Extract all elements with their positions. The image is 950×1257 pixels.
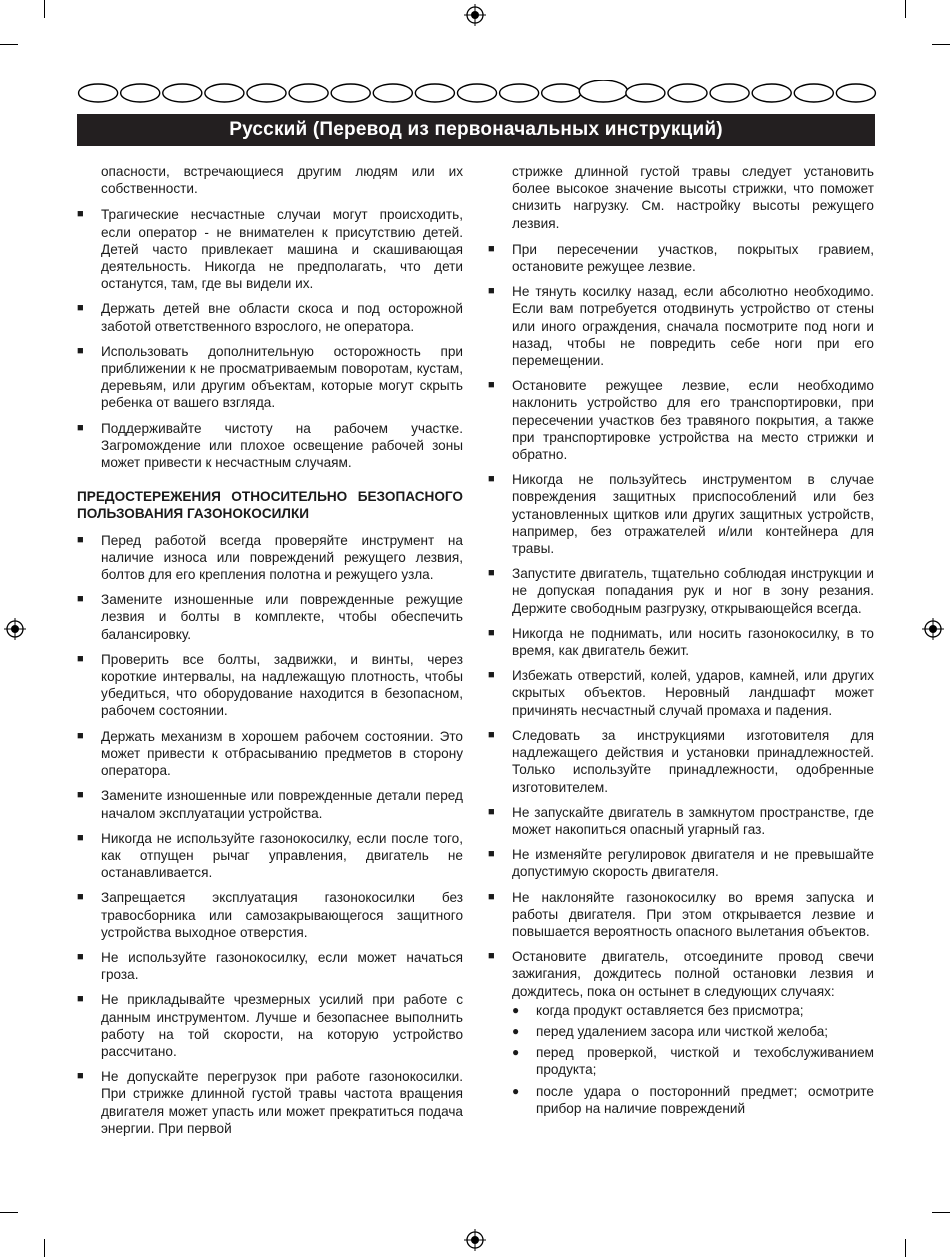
list-item: ■ Запрещается эксплуатация газонокосилки без травосборника или самозакрывающегося защитного устройства выходное отверстия. <box>77 890 463 940</box>
bullet-icon: ■ <box>77 950 84 963</box>
sub-list <box>512 1002 874 1117</box>
sub-list-item: ● когда продукт оставляется без присмотра; <box>512 1002 804 1018</box>
sub-list-item: ● перед проверкой, чисткой и техобслуживанием продукта; <box>512 1045 874 1078</box>
language-tab <box>752 84 791 102</box>
language-tab <box>247 84 286 102</box>
registration-mark-icon <box>922 618 944 640</box>
bullet-icon: ■ <box>488 379 495 392</box>
bullet-icon: ■ <box>488 567 495 580</box>
list-item: ■ Не допускайте перегрузок при работе газонокосилки. При стрижке длинной густой травы частота вращения двигателя может упасть или может прекратиться подача энергии. При первой <box>77 1069 463 1136</box>
dot-bullet-icon: ● <box>512 1083 520 1098</box>
list-item: ■ Замените изношенные или поврежденные режущие лезвия и болты в комплекте, чтобы обеспечить балансировку. <box>77 592 463 642</box>
bullet-icon: ■ <box>488 473 495 486</box>
list-item: ■ Замените изношенные или поврежденные детали перед началом эксплуатации устройства. <box>77 788 463 821</box>
language-tab <box>794 84 833 102</box>
language-tab <box>163 84 202 102</box>
bullet-icon: ■ <box>77 421 84 434</box>
list-item: ■ Не используйте газонокосилку, если может начаться гроза. <box>77 949 463 983</box>
bullet-icon: ■ <box>488 890 495 903</box>
bullet-icon: ■ <box>77 891 84 904</box>
registration-mark-icon <box>464 1229 486 1251</box>
list-item: ■ Не прикладывайте чрезмерных усилий при работе с данным инструментом. Лучше и безопаснее выполнить работу на той скорости, на которую устройство рассчитано. <box>77 992 463 1059</box>
list-item: ■ Перед работой всегда проверяйте инструмент на наличие износа или повреждений режущего лезвия, болтов для его крепления полотна и режущего узла. <box>77 532 463 583</box>
list-item: ■ Держать детей вне области скоса и под осторожной заботой ответственного взрослого, не оператора. <box>77 301 463 334</box>
dot-bullet-icon: ● <box>512 1002 520 1017</box>
right-column <box>488 163 874 1121</box>
dot-bullet-icon: ● <box>512 1045 520 1060</box>
bullet-icon: ■ <box>77 993 84 1006</box>
page-title-bar <box>77 114 875 146</box>
list-item: ■ Никогда не пользуйтесь инструментом в случае повреждения защитных приспособлений или без установленных щитков или других защитных устройств, например, без отражателей и/или контейнера для травы. <box>488 472 874 557</box>
bullet-icon: ■ <box>77 208 84 221</box>
language-tab <box>289 84 328 102</box>
list-item: ■ Никогда не используйте газонокосилку, если после того, как отпущен рычаг управления, двигатель не останавливается. <box>77 830 463 881</box>
list-item: ■ Никогда не поднимать, или носить газонокосилку, в то время, как двигатель бежит. <box>488 625 874 659</box>
language-tab <box>836 84 875 102</box>
crop-mark <box>905 1239 906 1257</box>
language-tab <box>500 84 539 102</box>
list-item: ■ Избежать отверстий, колей, ударов, камней, или других скрытых объектов. Неровный ландшафт может причинять несчастный случай промаха и падения. <box>488 668 874 718</box>
list-item: ■ Поддерживайте чистоту на рабочем участке. Загромождение или плохое освещение рабочей зоны может привести к несчастным случаям. <box>77 420 463 471</box>
crop-mark <box>0 44 18 45</box>
language-tab <box>457 84 496 102</box>
language-tabs <box>77 80 877 106</box>
list-item: ■ Остановите режущее лезвие, если необходимо наклонить устройство для его транспортировки, при пересечении участков без травяного покрытия, а также при транспортировке устройства на место стрижки и обратно. <box>488 378 874 463</box>
bullet-icon: ■ <box>488 242 495 255</box>
bullet-icon: ■ <box>488 848 495 861</box>
crop-mark <box>44 1239 45 1257</box>
list-item: ■ Запустите двигатель, тщательно соблюдая инструкции и не допуская попадания рук и ног в зону резания. Держите свободным разгрузку, открывающейся всегда. <box>488 566 874 616</box>
bullet-icon: ■ <box>77 789 84 802</box>
registration-mark-icon <box>4 618 26 640</box>
list-item: ■ Следовать за инструкциями изготовителя для надлежащего действия и установки принадлежностей. Только используйте принадлежности, одобренные изготовителем. <box>488 727 874 795</box>
right-continuation: стрижке длинной густой травы следует установить более высокое значение высоты стрижки, что поможет снизить нагрузку. См. настройку высоты режущего лезвия. <box>512 164 874 231</box>
list-item: ■ Не запускайте двигатель в замкнутом пространстве, где может накопиться опасный угарный газ. <box>488 804 874 837</box>
list-item: ■ Держать механизм в хорошем рабочем состоянии. Это может привести к отбрасыванию предметов в сторону оператора. <box>77 728 463 779</box>
page-title: Русский (Перевод из первоначальных инструкций) <box>229 119 723 140</box>
bullet-icon: ■ <box>488 669 495 682</box>
list-item: ■ Проверить все болты, задвижки, и винты, через короткие интервалы, на надлежащую плотность, чтобы убедиться, что оборудование находится в безопасном, рабочем состоянии. <box>77 651 463 719</box>
list-item: ■ Использовать дополнительную осторожность при приближении к не просматриваемым поворотам, кустам, деревьям, или другим объектам, которые могут скрыть ребенка от вашего взгляда. <box>77 343 463 411</box>
bullet-icon: ■ <box>488 950 495 963</box>
sub-list-item: ● перед удалением засора или чисткой желоба; <box>512 1023 829 1039</box>
language-tab <box>373 84 412 102</box>
bullet-icon: ■ <box>77 831 84 844</box>
list-item: ■ Остановите двигатель, отсоедините провод свечи зажигания, дождитесь полной остановки лезвия и дождитесь, пока он остынет в следующих случаях: <box>488 949 874 999</box>
list-item: ■ Не тянуть косилку назад, если абсолютно необходимо. Если вам потребуется отодвинуть устройство от стены или иного ограждения, сначала посмотрите под ноги и назад, чтобы не повредить себе ноги при его перемещении. <box>488 284 874 369</box>
language-tab <box>542 84 581 102</box>
bullet-icon: ■ <box>77 302 84 315</box>
crop-mark <box>905 0 906 18</box>
bullet-icon: ■ <box>77 652 84 665</box>
intro-continuation: опасности, встречающиеся другим людям или их собственности. <box>101 164 463 197</box>
language-tab <box>626 84 665 102</box>
crop-mark <box>932 1212 950 1213</box>
list-item: ■ При пересечении участков, покрытых гравием, остановите режущее лезвие. <box>488 241 874 275</box>
language-tab <box>710 84 749 102</box>
language-tab <box>205 84 244 102</box>
crop-mark <box>44 0 45 18</box>
bullet-icon: ■ <box>77 533 84 546</box>
language-tab-active <box>579 80 627 102</box>
list-item: ■ Трагические несчастные случаи могут происходить, если оператор - не внимателен к присутствию детей. Детей часто привлекает машина и скашивающая деятельность. Никогда не предполагать, что дети останутся, там, где вы видели их. <box>77 207 463 292</box>
bullet-icon: ■ <box>488 728 495 741</box>
left-column <box>77 163 463 1145</box>
language-tab <box>331 84 370 102</box>
bullet-icon: ■ <box>77 1070 84 1083</box>
section-heading: ПРЕДОСТЕРЕЖЕНИЯ ОТНОСИТЕЛЬНО БЕЗОПАСНОГО ПОЛЬЗОВАНИЯ ГАЗОНОКОСИЛКИ <box>77 489 463 522</box>
language-tab <box>415 84 454 102</box>
list-item: ■ Не изменяйте регулировок двигателя и не превышайте допустимую скорость двигателя. <box>488 847 874 880</box>
language-tab <box>121 84 160 102</box>
sub-list-item: ● после удара о посторонний предмет; осмотрите прибор на наличие повреждений <box>512 1083 874 1116</box>
bullet-icon: ■ <box>488 285 495 298</box>
language-tab <box>79 84 118 102</box>
crop-mark <box>932 44 950 45</box>
dot-bullet-icon: ● <box>512 1023 520 1038</box>
language-tab <box>668 84 707 102</box>
list-item: ■ Не наклоняйте газонокосилку во время запуска и работы двигателя. При этом открывается лезвие и повышается вероятность опасного вылетания объектов. <box>488 889 874 939</box>
bullet-icon: ■ <box>488 805 495 818</box>
bullet-icon: ■ <box>77 593 84 606</box>
registration-mark-icon <box>464 4 486 26</box>
crop-mark <box>0 1212 18 1213</box>
bullet-icon: ■ <box>77 344 84 357</box>
bullet-icon: ■ <box>77 729 84 742</box>
bullet-icon: ■ <box>488 626 495 639</box>
